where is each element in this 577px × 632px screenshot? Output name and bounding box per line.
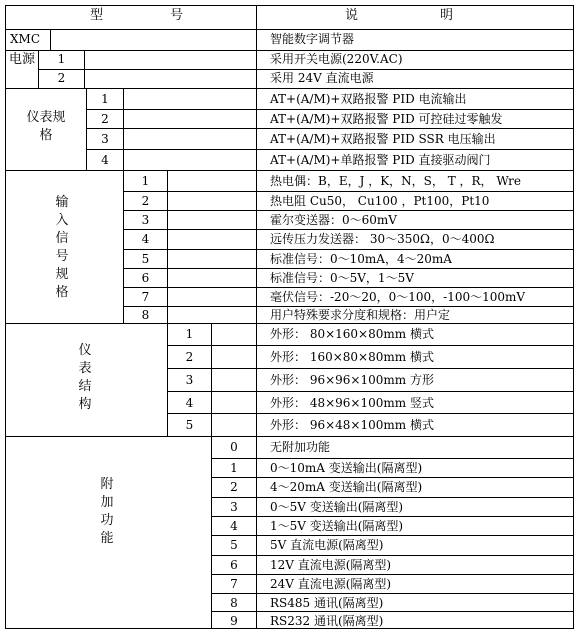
extra-desc-5: 5V 直流电源(隔离型) (270, 538, 384, 552)
input-code-1: 1 (141, 174, 150, 188)
input-desc-8: 用户特殊要求分度和规格：用户定 (270, 308, 451, 322)
extra-code-7: 7 (230, 577, 238, 591)
input-desc-3: 霍尔变送器：0～60mV (270, 213, 397, 227)
input-code-4: 4 (141, 232, 150, 246)
structure-desc-2: 外形： 160×80×80mm 横式 (270, 350, 434, 364)
structure-code-2: 2 (185, 350, 194, 364)
extra-desc-2: 4～20mA 变送输出(隔离型) (270, 480, 423, 494)
input-code-6: 6 (141, 271, 150, 285)
extra-desc-3: 0～5V 变送输出(隔离型) (270, 500, 404, 514)
structure-desc-4: 外形： 48×96×100mm 竖式 (270, 396, 434, 410)
power-label: 电源 (9, 52, 36, 67)
input-desc-7: 毫伏信号：-20～20，0～100，-100～100mV (270, 290, 526, 304)
extra-desc-1: 0～10mA 变送输出(隔离型) (270, 461, 423, 475)
input-code-3: 3 (141, 213, 150, 227)
structure-code-4: 4 (185, 396, 194, 410)
structure-code-5: 5 (185, 418, 194, 432)
extra-desc-8: RS485 通讯(隔离型) (270, 596, 384, 610)
header-desc-char-1: 说 (345, 8, 359, 23)
extra-desc-7: 24V 直流电源(隔离型) (270, 577, 392, 591)
extra-code-4: 4 (230, 519, 238, 533)
spec-desc-4: AT+(A/M)+单路报警 PID 直接驱动阀门 (270, 153, 491, 167)
extra-code-3: 3 (230, 500, 238, 514)
power-desc-2: 采用 24V 直流电源 (270, 71, 374, 85)
header-desc-char-2: 明 (440, 8, 454, 23)
extra-code-0: 0 (230, 440, 238, 454)
power-code-2: 2 (57, 71, 66, 85)
extra-code-6: 6 (230, 558, 238, 572)
extra-desc-6: 12V 直流电源(隔离型) (270, 558, 392, 572)
input-desc-5: 标准信号：0～10mA，4～20mA (270, 252, 452, 266)
input-desc-2: 热电阻 Cu50， Cu100 ，Pt100，Pt10 (270, 194, 490, 208)
extra-desc-4: 1～5V 变送输出(隔离型) (270, 519, 404, 533)
input-desc-4: 远传压力发送器： 30～350Ω，0～400Ω (270, 232, 495, 246)
spec-desc-2: AT+(A/M)+双路报警 PID 可控硅过零触发 (270, 112, 503, 126)
input-label: 输入信号规格 (55, 195, 69, 300)
spec-desc-1: AT+(A/M)+双路报警 PID 电流输出 (270, 92, 467, 106)
extra-code-8: 8 (230, 596, 238, 610)
header-model-char-1: 型 (90, 8, 104, 23)
spec-code-3: 3 (101, 132, 109, 146)
extra-code-2: 2 (230, 480, 238, 494)
spec-code-1: 1 (101, 92, 109, 106)
input-code-8: 8 (141, 308, 150, 322)
power-desc-1: 采用开关电源(220V.AC) (270, 52, 403, 66)
header-model-char-2: 号 (170, 8, 184, 23)
input-code-7: 7 (141, 290, 150, 304)
structure-label: 仪表结构 (78, 343, 92, 412)
input-code-2: 2 (141, 194, 150, 208)
extra-code-1: 1 (230, 461, 238, 475)
spec-code-2: 2 (101, 112, 109, 126)
input-code-5: 5 (141, 252, 150, 266)
spec-code-4: 4 (101, 153, 109, 167)
spec-label: 仪表规格 (26, 110, 66, 143)
extra-desc-0: 无附加功能 (270, 440, 331, 454)
extra-code-9: 9 (230, 614, 238, 628)
model-prefix-desc: 智能数字调节器 (270, 32, 355, 46)
extra-desc-9: RS232 通讯(隔离型) (270, 614, 384, 628)
extra-code-5: 5 (230, 538, 238, 552)
model-prefix-code: XMC (10, 32, 41, 46)
spec-desc-3: AT+(A/M)+双路报警 PID SSR 电压输出 (270, 132, 496, 146)
structure-desc-3: 外形： 96×96×100mm 方形 (270, 373, 434, 387)
input-desc-6: 标准信号：0～5V，1～5V (270, 271, 414, 285)
extra-label: 附加功能 (100, 477, 114, 546)
power-code-1: 1 (57, 52, 66, 66)
input-desc-1: 热电偶：B，E，J ，K，N，S， T ，R， Wre (270, 174, 522, 188)
structure-code-3: 3 (185, 373, 194, 387)
structure-desc-5: 外形： 96×48×100mm 横式 (270, 418, 434, 432)
structure-desc-1: 外形： 80×160×80mm 横式 (270, 327, 434, 341)
structure-code-1: 1 (185, 327, 194, 341)
